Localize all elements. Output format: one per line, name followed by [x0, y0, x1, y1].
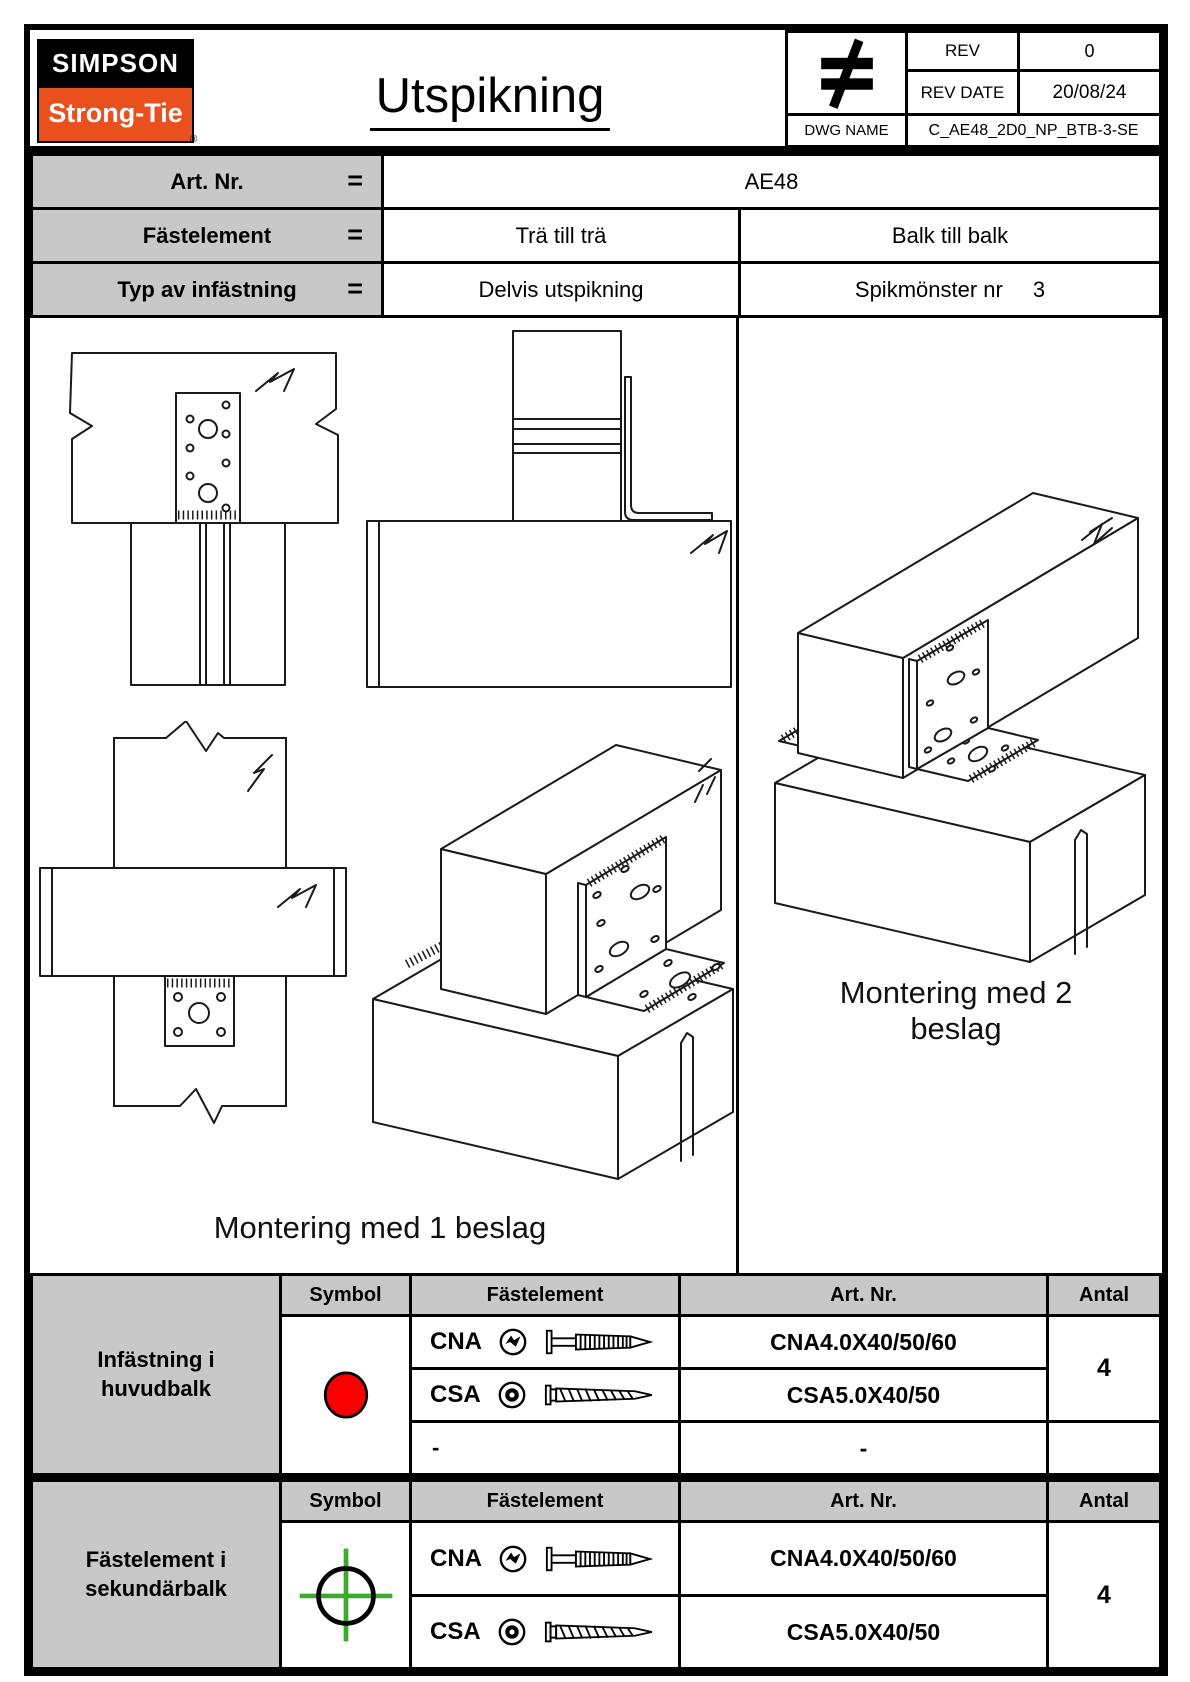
dwg-name-value: C_AE48_2D0_NP_BTB-3-SE [905, 113, 1162, 148]
logo-strongtie: Strong-Tie [37, 88, 194, 143]
info-art-label-cell: Art. Nr. = [30, 153, 384, 210]
csa-head-icon [497, 1380, 527, 1410]
cna-head-icon [498, 1544, 528, 1574]
equals-sign: = [347, 164, 363, 195]
plan-view-drawing [38, 721, 353, 1126]
table1-row-dash-art: - [678, 1420, 1049, 1476]
side-view-drawing [363, 323, 735, 695]
table1-row-label: Infästning i huvudbalk [30, 1273, 282, 1476]
rev-date-value: 20/08/24 [1017, 69, 1162, 116]
not-equal-icon [809, 35, 885, 111]
dwg-name-label: DWG NAME [785, 113, 908, 148]
sheet-frame [24, 24, 1168, 1676]
info-fastener-value-2: Balk till balk [738, 207, 1162, 264]
registered-mark: ® [190, 134, 198, 145]
info-type-value: Delvis utspikning [381, 261, 741, 318]
table2-row-csa-fastener: CSA [409, 1594, 681, 1670]
rev-value: 0 [1017, 30, 1162, 72]
table1-qty-cell: 4 [1046, 1314, 1162, 1423]
iso-one-bracket-drawing [363, 699, 735, 1193]
info-art-value: AE48 [381, 153, 1162, 210]
crosshair-symbol [294, 1543, 398, 1647]
caption-one-bracket: Montering med 1 beslag [213, 1210, 547, 1245]
info-type-label-cell: Typ av infästning = [30, 261, 384, 318]
simpson-strongtie-logo [37, 39, 194, 143]
table1-qty-empty-cell [1046, 1420, 1162, 1476]
rev-label: REV [905, 30, 1020, 72]
table1-header-fastener: Fästelement [409, 1273, 681, 1317]
table2-row-cna-fastener: CNA [409, 1520, 681, 1597]
panel-divider [736, 318, 739, 1276]
revision-symbol-cell [785, 30, 908, 116]
front-view-drawing [58, 325, 348, 693]
csa-screw-icon [543, 1617, 665, 1647]
table1-symbol-cell [279, 1314, 412, 1476]
table1-header-qty: Antal [1046, 1273, 1162, 1317]
rev-date-label: REV DATE [905, 69, 1020, 116]
iso-two-brackets-drawing [760, 488, 1152, 968]
page-title: Utspikning [210, 64, 770, 134]
table1-row-dash-fastener: - [409, 1420, 681, 1476]
equals-sign: = [347, 272, 363, 303]
table2-symbol-cell [279, 1520, 412, 1670]
table1-header-art: Art. Nr. [678, 1273, 1049, 1317]
table1-header-symbol: Symbol [279, 1273, 412, 1317]
table2-header-symbol: Symbol [279, 1479, 412, 1523]
info-pattern-cell: Spikmönster nr 3 [738, 261, 1162, 318]
caption-two-brackets: Montering med 2 beslag [839, 975, 1073, 1046]
table1-row-csa-fastener: CSA [409, 1367, 681, 1423]
table2-qty-cell: 4 [1046, 1520, 1162, 1670]
table1-row-cna-art: CNA4.0X40/50/60 [678, 1314, 1049, 1370]
csa-screw-icon [543, 1380, 665, 1410]
cna-head-icon [498, 1327, 528, 1357]
table2-header-art: Art. Nr. [678, 1479, 1049, 1523]
table2-row-cna-art: CNA4.0X40/50/60 [678, 1520, 1049, 1597]
table2-row-label: Fästelement i sekundärbalk [30, 1479, 282, 1670]
info-fastener-value-1: Trä till trä [381, 207, 741, 264]
csa-head-icon [497, 1617, 527, 1647]
table1-row-cna-fastener: CNA [409, 1314, 681, 1370]
logo-simpson: SIMPSON [37, 39, 194, 88]
table2-row-csa-art: CSA5.0X40/50 [678, 1594, 1049, 1670]
equals-sign: = [347, 218, 363, 249]
table1-row-csa-art: CSA5.0X40/50 [678, 1367, 1049, 1423]
table2-header-qty: Antal [1046, 1479, 1162, 1523]
cna-screw-icon [544, 1544, 666, 1574]
table2-header-fastener: Fästelement [409, 1479, 681, 1523]
cna-screw-icon [544, 1327, 666, 1357]
red-circle-symbol [308, 1357, 384, 1433]
info-fastener-label-cell: Fästelement = [30, 207, 384, 264]
